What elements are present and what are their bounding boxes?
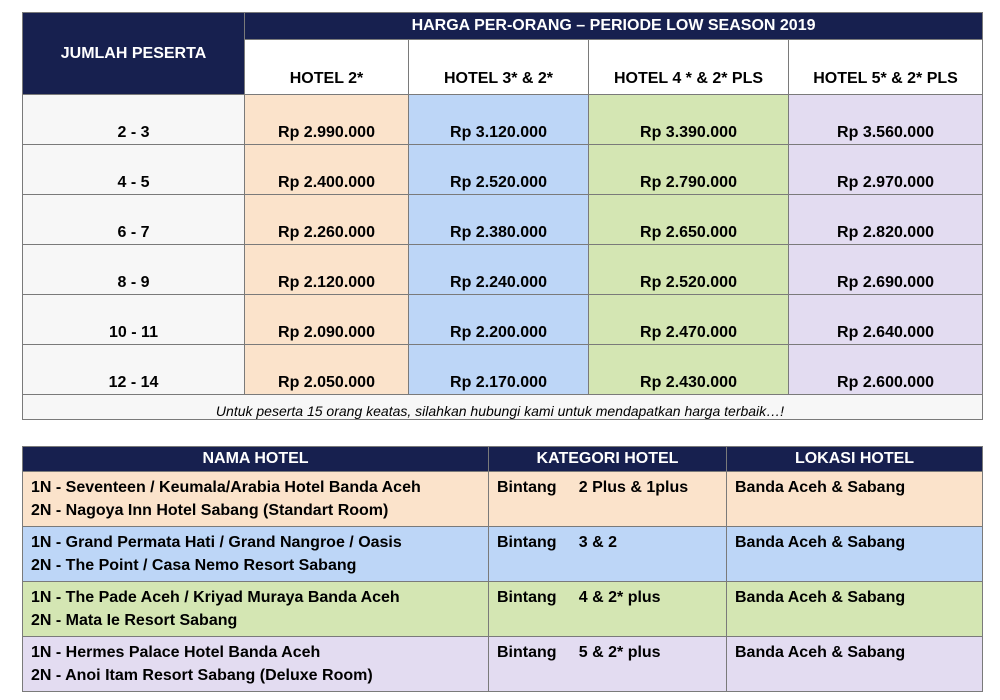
hotel-category: Bintang 3 & 2 — [489, 527, 727, 582]
column-header-hotel-3: HOTEL 3* & 2* — [409, 40, 589, 95]
hotel-name-line1: 1N - Seventeen / Keumala/Arabia Hotel Banda Aceh — [31, 479, 421, 496]
hotel-name-line2: 2N - Mata Ie Resort Sabang — [31, 612, 238, 629]
hotel-names — [23, 527, 489, 582]
price-row — [23, 195, 983, 245]
hotel-names — [23, 637, 489, 692]
price-cell: Rp 2.600.000 — [789, 345, 983, 395]
hotel-location: Banda Aceh & Sabang — [727, 637, 983, 692]
peserta-count: 8 - 9 — [23, 245, 245, 295]
hotel-name-line1: 1N - Hermes Palace Hotel Banda Aceh — [31, 644, 321, 661]
nama-hotel-header: NAMA HOTEL — [23, 447, 489, 472]
hotel-category: Bintang 2 Plus & 1plus — [489, 472, 727, 527]
hotel-row — [23, 472, 983, 527]
hotel-location: Banda Aceh & Sabang — [727, 527, 983, 582]
price-period-title: HARGA PER-ORANG – PERIODE LOW SEASON 2019 — [245, 13, 983, 40]
hotel-name-line1: 1N - The Pade Aceh / Kriyad Muraya Banda Aceh — [31, 589, 400, 606]
price-cell: Rp 2.520.000 — [409, 145, 589, 195]
price-cell: Rp 2.820.000 — [789, 195, 983, 245]
hotel-names — [23, 472, 489, 527]
jumlah-peserta-header: JUMLAH PESERTA — [23, 13, 245, 95]
hotel-row — [23, 637, 983, 692]
hotel-category: Bintang 5 & 2* plus — [489, 637, 727, 692]
peserta-count: 2 - 3 — [23, 95, 245, 145]
price-cell: Rp 2.650.000 — [589, 195, 789, 245]
price-cell: Rp 2.260.000 — [245, 195, 409, 245]
price-cell: Rp 2.120.000 — [245, 245, 409, 295]
price-cell: Rp 2.170.000 — [409, 345, 589, 395]
hotel-name-line1: 1N - Grand Permata Hati / Grand Nangroe / Oasis — [31, 534, 402, 551]
hotel-name-line2: 2N - The Point / Casa Nemo Resort Sabang — [31, 557, 357, 574]
hotel-names — [23, 582, 489, 637]
price-cell: Rp 2.400.000 — [245, 145, 409, 195]
price-cell: Rp 2.690.000 — [789, 245, 983, 295]
price-cell: Rp 2.050.000 — [245, 345, 409, 395]
column-header-hotel-2: HOTEL 2* — [245, 40, 409, 95]
hotel-row — [23, 527, 983, 582]
hotel-name-line2: 2N - Anoi Itam Resort Sabang (Deluxe Room) — [31, 667, 373, 684]
price-row — [23, 245, 983, 295]
hotel-location: Banda Aceh & Sabang — [727, 582, 983, 637]
price-cell: Rp 2.430.000 — [589, 345, 789, 395]
peserta-count: 12 - 14 — [23, 345, 245, 395]
price-cell: Rp 2.970.000 — [789, 145, 983, 195]
price-cell: Rp 2.470.000 — [589, 295, 789, 345]
price-row — [23, 295, 983, 345]
price-cell: Rp 2.240.000 — [409, 245, 589, 295]
kategori-hotel-header: KATEGORI HOTEL — [489, 447, 727, 472]
contact-note: Untuk peserta 15 orang keatas, silahkan hubungi kami untuk mendapatkan harga terbaik…! — [215, 403, 785, 419]
hotel-name-line2: 2N - Nagoya Inn Hotel Sabang (Standart Room) — [31, 502, 389, 519]
price-cell: Rp 2.090.000 — [245, 295, 409, 345]
hotel-location: Banda Aceh & Sabang — [727, 472, 983, 527]
price-row — [23, 345, 983, 395]
hotel-table — [22, 446, 983, 692]
price-cell: Rp 3.120.000 — [409, 95, 589, 145]
price-cell: Rp 3.390.000 — [589, 95, 789, 145]
price-row — [23, 95, 983, 145]
lokasi-hotel-header: LOKASI HOTEL — [727, 447, 983, 472]
column-header-hotel-5: HOTEL 5* & 2* PLS — [789, 40, 983, 95]
peserta-count: 6 - 7 — [23, 195, 245, 245]
peserta-count: 10 - 11 — [23, 295, 245, 345]
price-cell: Rp 2.640.000 — [789, 295, 983, 345]
price-cell: Rp 2.380.000 — [409, 195, 589, 245]
hotel-category: Bintang 4 & 2* plus — [489, 582, 727, 637]
price-cell: Rp 2.520.000 — [589, 245, 789, 295]
price-cell: Rp 2.990.000 — [245, 95, 409, 145]
price-table — [22, 12, 983, 420]
price-cell: Rp 2.200.000 — [409, 295, 589, 345]
hotel-row — [23, 582, 983, 637]
peserta-count: 4 - 5 — [23, 145, 245, 195]
column-header-hotel-4: HOTEL 4 * & 2* PLS — [589, 40, 789, 95]
price-cell: Rp 2.790.000 — [589, 145, 789, 195]
price-row — [23, 145, 983, 195]
price-cell: Rp 3.560.000 — [789, 95, 983, 145]
